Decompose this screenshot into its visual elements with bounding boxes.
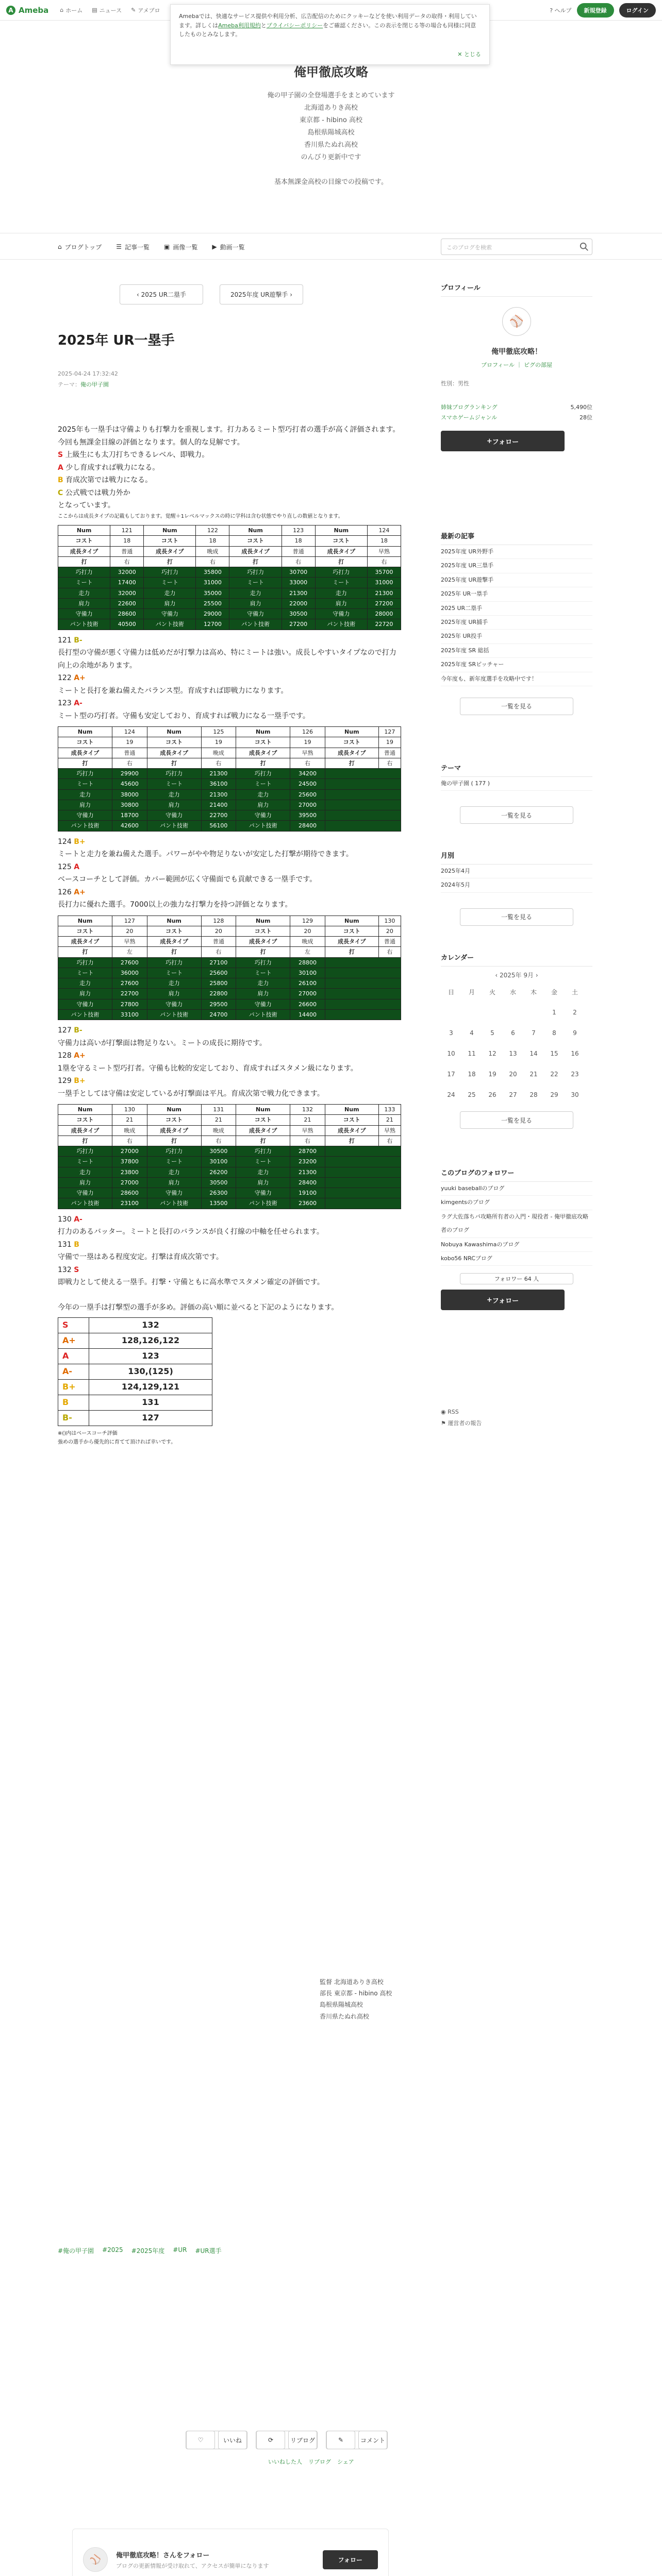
latest-item[interactable]: 2025 UR二塁手 [441,602,592,616]
follower-blog-link[interactable]: Nobuya Kawashimaのブログ [441,1238,592,1252]
month-item[interactable]: 2025年4月 [441,865,592,878]
ameba-logo[interactable]: A Ameba [6,6,48,15]
video-icon: ▶ [212,243,217,250]
next-month-button[interactable]: › [535,972,538,979]
latest-item[interactable]: 2025年度 SRピッチャー [441,658,592,672]
reblog-link[interactable]: リブログ [308,2459,331,2465]
stats-table-2: Num 124 Num 125 Num 126 Num 127 コスト 19 コスト 19 コスト 19 コスト 19 成長タイプ 普通 成長タイプ 晩成 成長タイプ 早熟 成長タイプ 普通 打 右 打 右 打 右 打 右 巧打力 29900 巧打力 21300 巧打力 34200 ミート 45600 ミート 36100 ミート 24500 走力 38000 走力 21300 走力 25600 肩力 30800 肩力 21400 肩力 27000 守備力 18700 守備力 22700 守備力 39500 パント技術 42600 パント技術 56100 パント技術 28400 [58,726,401,832]
top-nav-home[interactable]: ⌂ ホーム [60,7,83,14]
hashtag-link[interactable]: #UR選手 [195,2247,222,2255]
sidebar-theme: テーマ 俺の甲子園 ( 177 ) 一覧を見る [441,762,592,824]
like-button[interactable]: ♡ いいね [186,2431,247,2449]
ameba-logo-icon: A [6,6,15,15]
share-link[interactable]: シェア [337,2459,354,2465]
signup-button[interactable]: 新規登録 [577,3,614,18]
theme-more-button[interactable]: 一覧を見る [460,806,573,824]
close-icon: ✕ [457,51,462,58]
list-icon: ☰ [116,243,122,250]
reaction-links [268,2458,354,2466]
calendar-more-button[interactable]: 一覧を見る [460,1111,573,1129]
follower-count[interactable]: フォロワー 64 人 [460,1273,573,1284]
image-icon: ▣ [164,243,170,250]
comment-icon: ✎ [326,2431,355,2449]
stats-table-1: Num 121 Num 122 Num 123 Num 124 コスト 18 コスト 18 コスト 18 コスト 18 成長タイプ 普通 成長タイプ 晩成 成長タイプ 普通 成長タイプ 早熟 打 右 打 右 打 右 打 右 巧打力 32000 巧打力 35800 巧打力 30700 巧打力 35700 ミート 17400 ミート 31000 ミート 33000 ミート 31000 走力 32000 走力 35000 走力 21300 走力 21300 肩力 22600 肩力 25500 肩力 22000 肩力 27200 守備力 28600 守備力 29000 守備力 30500 守備力 28000 パント技術 40500 パント技術 12700 パント技術 27200 パント技術 22720 [58,525,401,630]
latest-item[interactable]: 今年度も、新年度選手を攻略中です！ [441,672,592,686]
grade-label: S [58,451,63,459]
flag-icon: ⚑ [441,1420,446,1427]
hashtag-link[interactable]: #UR [173,2246,187,2253]
latest-item[interactable]: 2025年度 UR捕手 [441,616,592,630]
ranking-table: S 132 A+ 128,126,122 A 123 A- 130,(125) B+ 124,129,121 B 131 B- 127 [58,1317,212,1426]
follower-blog-link[interactable]: kobo56 NRCブログ [441,1252,592,1266]
calendar: ‹ 2025年 9月 › 日 月 火 水 木 金 土 1 2 3 4 5 6 7 8 9 10 11 12 13 14 15 16 17 18 19 20 21 22 23 24 25 26 27 28 29 30 [447,972,579,1098]
theme-link[interactable]: 俺の甲子園 [80,381,109,388]
help-link[interactable]: ? ヘルプ [550,7,572,14]
report-link[interactable]: ⚑ 運営者の報告 [441,1420,482,1427]
search-icon[interactable] [580,242,589,251]
post-date: 2025-04-24 17:32:42 [58,370,118,377]
grade-label: A [58,463,63,472]
follower-blog-link[interactable]: kimgentsのブログ [441,1196,592,1210]
cookie-notice: Amebaでは、快適なサービス提供や利用分析、広告配信のためにクッキーなどを使い利用データの取得・利用しています。詳しくはAmeba利用規約とプライバシーポリシーをご確認ください。この表示を閉じる等の場合も同様に同意したものとみなします。 ✕ とじる [170,4,490,65]
monthly-more-button[interactable]: 一覧を見る [460,908,573,926]
terms-link[interactable]: Ameba利用規約 [218,22,261,29]
comment-button[interactable]: ✎ コメント [326,2431,388,2449]
post-title[interactable]: 2025年 UR一塁手 [58,333,175,348]
sidebar-follow-button[interactable]: + フォロー [441,1290,565,1310]
grade-label: C [58,488,63,497]
pig-room-link[interactable]: ピグの部屋 [523,362,552,368]
post-meta: 2025-04-24 17:32:42 テーマ：俺の甲子園 [58,369,118,391]
profile-name[interactable]: 俺甲徹底攻略！ [491,348,542,356]
profile-link[interactable]: プロフィール [481,362,515,368]
next-post-link[interactable]: 2025年度 UR遊撃手 › [220,284,303,304]
blog-search-input[interactable]: このブログを検索 [441,239,592,255]
post-body: 2025年も一塁手は守備よりも打撃力を重視します。打力あるミート型巧打者の選手が高く評価されます。 今回も無課金目線の評価となります。個人的な見解です。 S 上級生にも太刀打ちできるレベル、即戦力。 A 少し育成すれば戦力になる。 B 育成次第では戦力になる。 C 公式戦では戦力外か となっています。 ここからは成長タイプの記載もしております。覚醒＋1レベルマックスの時に学科は含む状態でやり直しの数値となります。 Num 121 Num 122 Num 123 Num 124 コスト 18 コスト 18 コスト 18 コスト 18 成長タイプ 普通 成長タイプ 晩成 成長タイプ 普通 成長タイプ 早熟 打 右 打 右 打 右 打 右 巧打力 32000 巧打力 35800 巧打力 30700 巧打力 35700 ミート 17400 ミート 31000 ミート 33000 ミート 31000 走力 32000 走力 35000 走力 21300 走力 21300 肩力 22600 肩力 25500 肩力 22000 肩力 27200 守備力 28600 守備力 29000 守備力 30500 守備力 28000 パント技術 40500 パント技術 12700 パント技術 27200 パント技術 22720 121 B- 長打型の守備が悪く守備力は低めだが打撃力は高め、特にミートは強い。成長しやすいタイプなので打力向上の余地があります。 122 A+ ミートと長打を兼ね備えたバランス型。育成すれば即戦力になります。 123 A- ミート型の巧打者。守備も安定しており、育成すれば戦力になる一塁手です。 Num 124 Num 125 Num 126 Num 127 コスト 19 コスト 19 コスト 19 コスト 19 成長タイプ 普通 成長タイプ 晩成 成長タイプ 早熟 成長タイプ 普通 打 右 打 右 打 右 打 右 巧打力 29900 巧打力 21300 巧打力 34200 ミート 45600 ミート 36100 ミート 24500 走力 38000 走力 21300 走力 25600 肩力 30800 肩力 21400 肩力 27000 守備力 18700 守備力 22700 守備力 39500 パント技術 42600 パント技術 56100 パント技術 28400 124 B+ ミートと走力を兼ね備えた選手。パワーがやや物足りないが安定した打撃が期待できます。 125 A ベースコーチとして評価。カバー範囲が広く守備面でも貢献できる一塁手です。 126 A+ 長打力に優れた選手。7000以上の強力な打撃力を持つ評価となります。 Num 127 Num 128 Num 129 Num 130 コスト 20 コスト 20 コスト 20 コスト 20 成長タイプ 早熟 成長タイプ 普通 成長タイプ 晩成 成長タイプ 普通 打 左 打 右 打 左 打 右 巧打力 27600 巧打力 27100 巧打力 28800 ミート 36000 ミート 25600 ミート 30100 走力 27600 走力 25800 走力 26100 肩力 22700 肩力 22800 肩力 27000 守備力 27800 守備力 29500 守備力 26600 パント技術 33100 パント技術 24700 パント技術 14400 127 B- 守備力は高いが打撃面は物足りない。ミートの成長に期待です。 128 A+ 1塁を守るミート型巧打者。守備も比較的安定しており、育成すればスタメン級になります。 129 B+ 一塁手としては守備は安定しているが打撃面は平凡。育成次第で戦力化できます。 Num 130 Num 131 Num 132 Num 133 コスト 21 コスト 21 コスト 21 コスト 21 成長タイプ 晩成 成長タイプ 晩成 成長タイプ 早熟 成長タイプ 早熟 打 右 打 右 打 右 打 右 巧打力 27000 巧打力 30500 巧打力 28700 ミート 37800 ミート 30100 ミート 23200 走力 23800 走力 26200 走力 21300 肩力 27000 肩力 30500 肩力 28400 守備力 28600 守備力 26300 守備力 19100 パント技術 23100 パント技術 13500 パント技術 23600 130 A- 打力のあるバッター。ミートと長打のバランスが良く打線の中軸を任せられます。 131 B 守備で一塁はある程度安定。打撃は育成次第です。 132 S 即戦力として使える一塁手。打撃・守備ともに高水準でスタメン確定の評価です。 今年の一塁手は打撃型の選手が多め。評価の高い順に並べると下記のようになります。 S 132 A+ 128,126,122 A 123 A- 130,(125) B+ 124,129,121 B 131 B- 127 ※()内はベースコーチ評価 強めの選手から優先的に育てて頂ければ幸いです。 [58,423,401,1447]
reaction-bar [186,2431,388,2449]
follow-card: ⚾ 俺甲徹底攻略！さんをフォロー ブログの更新情報が受け取れて、アクセスが簡単になります フォロー [72,2529,389,2576]
post-pager-top [120,284,303,304]
reblog-button[interactable]: ⟳ リブログ [256,2431,318,2449]
sidebar-latest: 最新の記事 2025年度 UR外野手 2025年度 UR三塁手 2025年度 UR遊撃手 2025年 UR一塁手 2025 UR二塁手 2025年度 UR捕手 2025年 UR投手 2025年度 SR 総括 2025年度 SRピッチャー 今年度も、新年度選手を攻略中です！ 一覧を見る [441,531,592,715]
sidebar-calendar: カレンダー ‹ 2025年 9月 › 日 月 火 水 木 金 土 1 2 3 4 5 6 7 8 9 10 11 12 13 14 15 16 17 18 19 20 21 22 23 24 25 26 27 28 29 30 一覧を見る [441,952,592,1129]
rss-link[interactable]: ◉ RSS [441,1409,459,1415]
heart-icon: ♡ [186,2431,215,2449]
home-icon: ⌂ [60,7,64,13]
latest-item[interactable]: 2025年 UR投手 [441,630,592,643]
stats-table-4: Num 130 Num 131 Num 132 Num 133 コスト 21 コスト 21 コスト 21 コスト 21 成長タイプ 晩成 成長タイプ 晩成 成長タイプ 早熟 成長タイプ 早熟 打 右 打 右 打 右 打 右 巧打力 27000 巧打力 30500 巧打力 28700 ミート 37800 ミート 30100 ミート 23200 走力 23800 走力 26200 走力 21300 肩力 27000 肩力 30500 肩力 28400 守備力 28600 守備力 26300 守備力 19100 パント技術 23100 パント技術 13500 パント技術 23600 [58,1104,401,1209]
sidebar-follow-button[interactable]: + フォロー [441,431,565,451]
help-icon: ? [550,7,553,14]
top-nav [60,6,160,14]
hashtags [58,2246,222,2255]
ranking-link[interactable]: スマホゲームジャンル [441,414,498,421]
liked-users-link[interactable]: いいねした人 [268,2459,302,2465]
grade-label: B [58,476,63,484]
sidebar-monthly: 月別 2025年4月 2024年5月 一覧を見る [441,850,592,926]
latest-item[interactable]: 2025年度 UR遊撃手 [441,573,592,587]
latest-more-button[interactable]: 一覧を見る [460,698,573,715]
follower-blog-link[interactable]: ラグ大佐落ちパ攻略所有者の入門・現役者 - 俺甲徹底攻略者のブログ [441,1210,592,1238]
blog-title[interactable]: 俺甲徹底攻略 [294,65,368,79]
top-nav-news[interactable]: ▤ ニュース [92,7,122,14]
home-icon: ⌂ [58,243,62,250]
top-nav-ameblo[interactable]: ✎ アメブロ [131,7,160,14]
ranking-link[interactable]: 姉妹ブログランキング [441,404,498,411]
rss-icon: ◉ [441,1409,446,1415]
sidebar-profile: プロフィール ⚾ 俺甲徹底攻略！ プロフィール ｜ ピグの部屋 性別：男性 姉妹ブログランキング 5,490位 スマホゲームジャンル 28位 + フォロー [441,282,592,451]
blog-nav [0,233,662,260]
login-button[interactable]: ログイン [619,3,656,18]
latest-item[interactable]: 2025年 UR一塁手 [441,587,592,601]
nav-videos[interactable]: ▶ 動画一覧 [212,243,245,251]
latest-item[interactable]: 2025年度 UR外野手 [441,545,592,559]
nav-blog-top[interactable]: ⌂ ブログトップ [58,243,102,251]
follow-button[interactable]: フォロー [323,2550,378,2569]
stats-table-3: Num 127 Num 128 Num 129 Num 130 コスト 20 コスト 20 コスト 20 コスト 20 成長タイプ 早熟 成長タイプ 普通 成長タイプ 晩成 成長タイプ 普通 打 左 打 右 打 左 打 右 巧打力 27600 巧打力 27100 巧打力 28800 ミート 36000 ミート 25600 ミート 30100 走力 27600 走力 25800 走力 26100 肩力 22700 肩力 22800 肩力 27000 守備力 27800 守備力 29500 守備力 26600 パント技術 33100 パント技術 24700 パント技術 14400 [58,916,401,1021]
latest-item[interactable]: 2025年度 SR 総括 [441,644,592,658]
signature: 監督 北海道ありき高校 部長 東京都 - hibino 高校 島根県陽城高校 香川県たぬれ高校 [320,1978,392,2020]
privacy-link[interactable]: プライバシーポリシー [266,22,323,29]
prev-month-button[interactable]: ‹ [495,972,498,979]
nav-entries[interactable]: ☰ 記事一覧 [116,243,150,251]
prev-post-link[interactable]: ‹ 2025 UR二塁手 [120,284,203,304]
reblog-icon: ⟳ [256,2431,285,2449]
avatar: ⚾ [83,2547,108,2572]
follower-blog-link[interactable]: yuuki baseballのブログ [441,1182,592,1196]
blog-description: 俺の甲子園の全登場選手をまとめています 北海道ありき高校 東京都 - hibino 高校 島根県陽城高校 香川県たぬれ高校 のんびり更新中です 基本無課金高校の目線での投稿です。 [267,92,395,187]
month-item[interactable]: 2024年5月 [441,878,592,892]
hashtag-link[interactable]: #俺の甲子園 [58,2247,94,2255]
nav-images[interactable]: ▣ 画像一覧 [164,243,198,251]
sidebar-footer-links [441,1406,592,1429]
latest-item[interactable]: 2025年度 UR三塁手 [441,559,592,573]
theme-item[interactable]: 俺の甲子園 ( 177 ) [441,777,592,791]
news-icon: ▤ [92,7,97,13]
cookie-close-button[interactable]: ✕ とじる [457,51,481,58]
avatar[interactable]: ⚾ [502,307,531,336]
sidebar-followers: このブログのフォロワー yuuki baseballのブログ kimgentsのブログ ラグ大佐落ちパ攻略所有者の入門・現役者 - 俺甲徹底攻略者のブログ Nobuya Kawashimaのブログ kobo56 NRCブログ フォロワー 64 人 + フォロー [441,1167,592,1310]
blog-icon: ✎ [131,7,136,13]
hashtag-link[interactable]: #2025年度 [131,2247,165,2255]
hashtag-link[interactable]: #2025 [102,2246,123,2253]
